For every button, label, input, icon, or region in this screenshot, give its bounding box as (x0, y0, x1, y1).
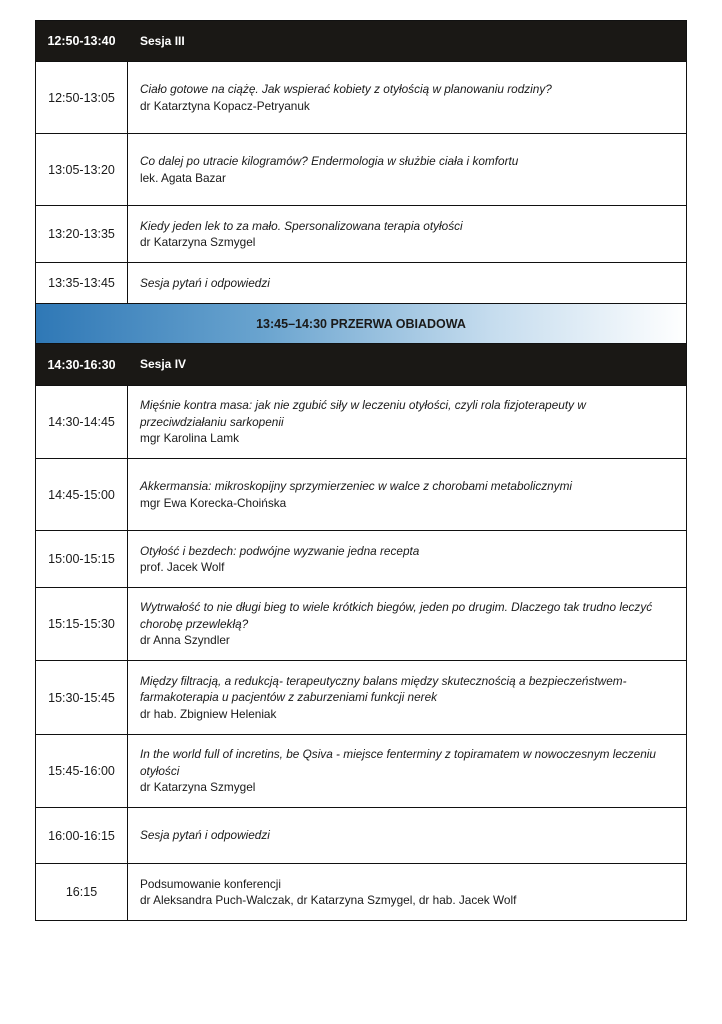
row-time: 13:20-13:35 (36, 206, 128, 262)
speaker-name: mgr Ewa Korecka-Choińska (140, 495, 287, 510)
row-time: 14:45-15:00 (36, 459, 128, 530)
agenda-row (35, 661, 687, 735)
talk-title: Wytrwałość to nie długi bieg to wiele krótkich biegów, jeden po drugim. Dlaczego tak trudno leczyć chorobę przewlekłą? (140, 600, 653, 631)
talk-title: Kiedy jeden lek to za mało. Spersonalizowana terapia otyłości (140, 218, 463, 233)
agenda-row (35, 808, 687, 864)
agenda-row (35, 735, 687, 808)
agenda-row (35, 588, 687, 661)
row-time: 12:50-13:05 (36, 62, 128, 133)
speaker-name: dr hab. Zbigniew Heleniak (140, 706, 277, 721)
row-time: 15:00-15:15 (36, 531, 128, 587)
row-time: 15:15-15:30 (36, 588, 128, 660)
talk-title: Ciało gotowe na ciążę. Jak wspierać kobiety z otyłością w planowaniu rodziny? (140, 82, 552, 96)
agenda-row (35, 134, 687, 206)
speaker-name: dr Anna Szyndler (140, 633, 230, 648)
agenda-row (35, 459, 687, 531)
agenda-row (35, 386, 687, 459)
talk-title: Sesja pytań i odpowiedzi (140, 275, 270, 290)
row-time: 14:30-14:45 (36, 386, 128, 458)
talk-title: Akkermansia: mikroskopijny sprzymierzeniec w walce z chorobami metabolicznymi (140, 479, 573, 493)
talk-title: In the world full of incretins, be Qsiva - miejsce fenterminy z topiramatem w nowoczesnym leczeniu otyłości (140, 747, 656, 778)
agenda-row (35, 531, 687, 588)
row-time: 15:45-16:00 (36, 735, 128, 807)
talk-title: Sesja pytań i odpowiedzi (140, 828, 270, 843)
agenda-row (35, 206, 687, 263)
session-header-4 (35, 344, 687, 386)
speaker-name: mgr Karolina Lamk (140, 431, 240, 446)
agenda-table (35, 20, 687, 921)
agenda-row (35, 62, 687, 134)
agenda-row (35, 263, 687, 304)
speaker-name: dr Katarztyna Kopacz-Petryanuk (140, 98, 310, 113)
row-time: 16:00-16:15 (36, 808, 128, 863)
row-time: 15:30-15:45 (36, 661, 128, 734)
row-time: 13:05-13:20 (36, 134, 128, 205)
talk-title: Co dalej po utracie kilogramów? Endermologia w służbie ciała i komfortu (140, 154, 519, 168)
talk-title: Podsumowanie konferencji (140, 876, 281, 891)
session-time: 12:50-13:40 (36, 21, 128, 61)
talk-title: Otyłość i bezdech: podwójne wyzwanie jedna recepta (140, 543, 420, 558)
speaker-name: dr Katarzyna Szmygel (140, 780, 256, 795)
talk-title: Mięśnie kontra masa: jak nie zgubić siły w leczeniu otyłości, czyli rola fizjoterapeuty w przeciwdziałaniu sarkopenii (140, 398, 586, 429)
speaker-name: dr Aleksandra Puch-Walczak, dr Katarzyna Szmygel, dr hab. Jacek Wolf (140, 893, 517, 907)
talk-title: Między filtracją, a redukcją- terapeutyczny balans między skutecznością a bezpieczeństwem-farmakoterapia u pacjentów z zaburzeniami funkcji nerek (140, 673, 627, 705)
speaker-name: lek. Agata Bazar (140, 170, 226, 185)
row-time: 13:35-13:45 (36, 263, 128, 303)
row-time: 16:15 (36, 864, 128, 920)
session-label: Sesja III (140, 33, 185, 48)
session-time: 14:30-16:30 (36, 344, 128, 385)
speaker-name: dr Katarzyna Szmygel (140, 235, 256, 249)
lunch-break-label: 13:45–14:30 PRZERWA OBIADOWA (256, 316, 466, 331)
session-label: Sesja IV (140, 357, 187, 372)
lunch-break-banner (35, 304, 687, 344)
speaker-name: prof. Jacek Wolf (140, 560, 225, 574)
session-header-3 (35, 20, 687, 62)
agenda-row (35, 864, 687, 921)
